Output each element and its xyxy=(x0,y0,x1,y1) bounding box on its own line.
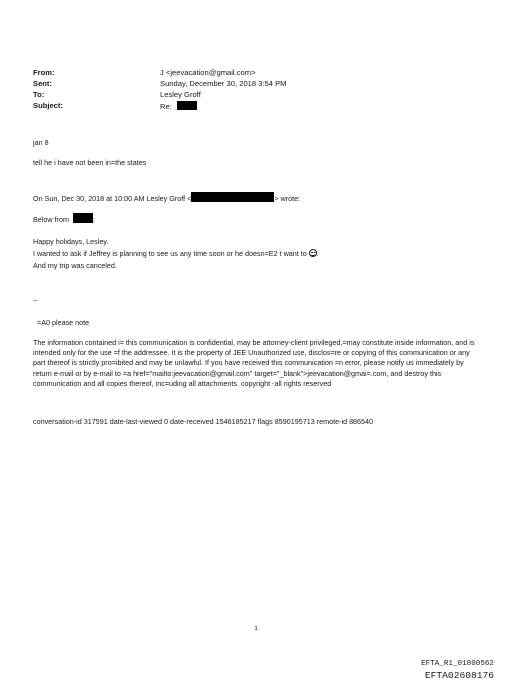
smiley-icon xyxy=(309,249,317,257)
sent-value: Sunday, December 30, 2018 3:54 PM xyxy=(160,79,287,88)
subject-row xyxy=(160,101,197,111)
please-note-line: =A0 please note xyxy=(37,318,90,327)
quote-prefix: On Sun, Dec 30, 2018 at 10:00 AM Lesley Groff < xyxy=(33,194,192,203)
subject-label: Subject: xyxy=(33,101,63,110)
to-value: Lesley Groff xyxy=(160,90,201,99)
confidentiality-disclaimer: The information contained i= this communication is confidential, may be attorney-client privileged,=may constitute inside information, and is intended only for the use =f the addressee. It is the property of JEE Unauthorized use, disclos=re or copying of this communication or any part thereof is strictly pro=ibited and may be unlawful. If you have received this communication =n error, please notify us immediately by return e-mail or by e-mail to =a href="mailto:jeevacation@gmail.com" target="_blank">jeevacation@gmai=.com, and destroy this communication and all copies thereof, inc=uding all attachments. copyright -all rights reserved xyxy=(33,338,475,388)
quote-header xyxy=(33,192,300,203)
trip-line: And my trip was canceled. xyxy=(33,261,117,270)
below-from-redaction xyxy=(73,213,93,223)
below-from-line xyxy=(33,213,95,224)
bates-stamp-r1: EFTA_R1_01800562 xyxy=(421,660,494,668)
from-value: J <jeevacation@gmail.com> xyxy=(160,68,256,77)
quote-email-redaction xyxy=(191,192,274,202)
below-from-text: Below from xyxy=(33,215,69,224)
question-line: I wanted to ask if Jeffrey is planning to see us any time soon or he doesn=E2 t want to . xyxy=(33,249,319,258)
from-label: From: xyxy=(33,68,55,77)
subject-redaction xyxy=(177,101,197,110)
quote-suffix: > wrote: xyxy=(274,194,301,203)
to-label: To: xyxy=(33,90,45,99)
greeting-line: Happy holidays, Lesley. xyxy=(33,237,109,246)
body-line-tell: tell he i have not been in=the states xyxy=(33,158,147,167)
subject-value: Re: xyxy=(160,102,172,111)
conversation-metadata: conversation-id 317591 date-last-viewed 0 date-received 1546185217 flags 8590195713 remote-id 886540 xyxy=(33,417,374,426)
question-text: I wanted to ask if Jeffrey is planning to see us any time soon or he doesn=E2 t want to xyxy=(33,249,307,258)
page-number: 1 xyxy=(254,625,258,632)
signature-dashes: -- xyxy=(33,296,38,305)
sent-label: Sent: xyxy=(33,79,52,88)
body-line-jan: jan 8 xyxy=(33,138,49,147)
below-from-colon: : xyxy=(92,215,95,224)
bates-stamp-efta: EFTA02608176 xyxy=(424,670,494,681)
